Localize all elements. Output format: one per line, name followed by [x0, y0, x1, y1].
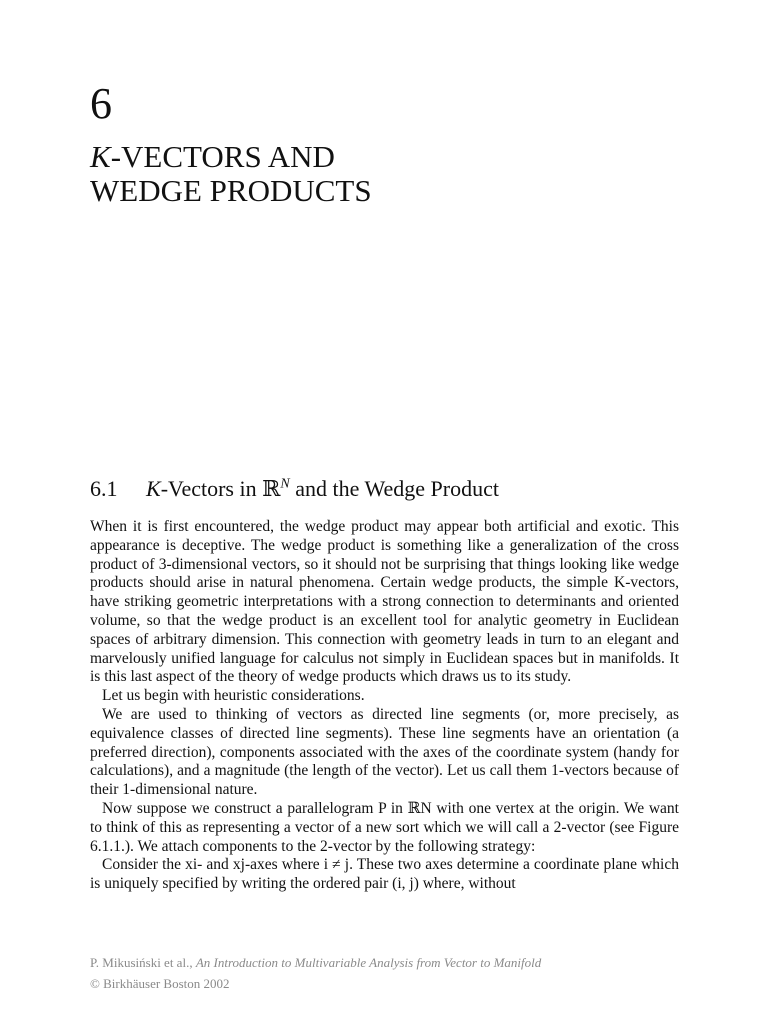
section-heading	[90, 476, 499, 502]
paragraph-4: Now suppose we construct a parallelogram P in ℝN with one vertex at the origin. We want to think of this as representing a vector of a new sort which we will call a 2-vector (see Figure 6.1.1.). We attach components to the 2-vector by the following strategy:	[90, 799, 679, 855]
section-title-sup: N	[280, 476, 290, 492]
copyright-line: © Birkhäuser Boston 2002	[90, 976, 230, 991]
section-number: 6.1	[90, 476, 118, 501]
page-footer	[90, 952, 541, 994]
chapter-title-italic-k: K	[90, 139, 111, 174]
body-text	[90, 518, 679, 894]
paragraph-5: Consider the xi- and xj-axes where i ≠ j. These two axes determine a coordinate plane which is uniquely specified by writing the ordered pair (i, j) where, without	[90, 856, 679, 893]
section-title-part2: and the Wedge Product	[289, 476, 499, 501]
chapter-title	[90, 140, 372, 208]
citation-authors: P. Mikusiński et al.,	[90, 955, 196, 970]
paragraph-2: Let us begin with heuristic considerations.	[102, 687, 365, 705]
section-title-part1: -Vectors in ℝ	[160, 476, 281, 501]
citation-line	[90, 952, 541, 973]
paragraph-1: When it is first encountered, the wedge product may appear both artificial and exotic. This appearance is deceptive. The wedge product is something like a generalization of the cross product of 3-dimensional vectors, so it should not be surprising that things looking like wedge products should arise in natural phenomena. Certain wedge products, the simple K-vectors, have striking geometric interpretations with a strong connection to determinants and oriented volume, so that the wedge product is an excellent tool for analytic geometry in Euclidean spaces of arbitrary dimension. This connection with geometry leads in turn to an elegant and marvelously unified language for calculus not simply in Euclidean spaces but in manifolds. It is this last aspect of the theory of wedge products which draws us to its study.	[90, 518, 679, 686]
chapter-title-line1: -VECTORS AND	[110, 139, 335, 174]
chapter-title-line2: WEDGE PRODUCTS	[90, 173, 372, 208]
citation-book-title: An Introduction to Multivariable Analysis from Vector to Manifold	[195, 955, 542, 970]
paragraph-3: We are used to thinking of vectors as directed line segments (or, more precisely, as equivalence classes of directed line segments). These line segments have an orientation (a preferred direction), components associated with the axes of the coordinate system (handy for calculations), and a magnitude (the length of the vector). Let us call them 1-vectors because of their 1-dimensional nature.	[90, 705, 679, 799]
section-title-italic-k: K	[146, 476, 161, 501]
chapter-number: 6	[90, 79, 112, 128]
